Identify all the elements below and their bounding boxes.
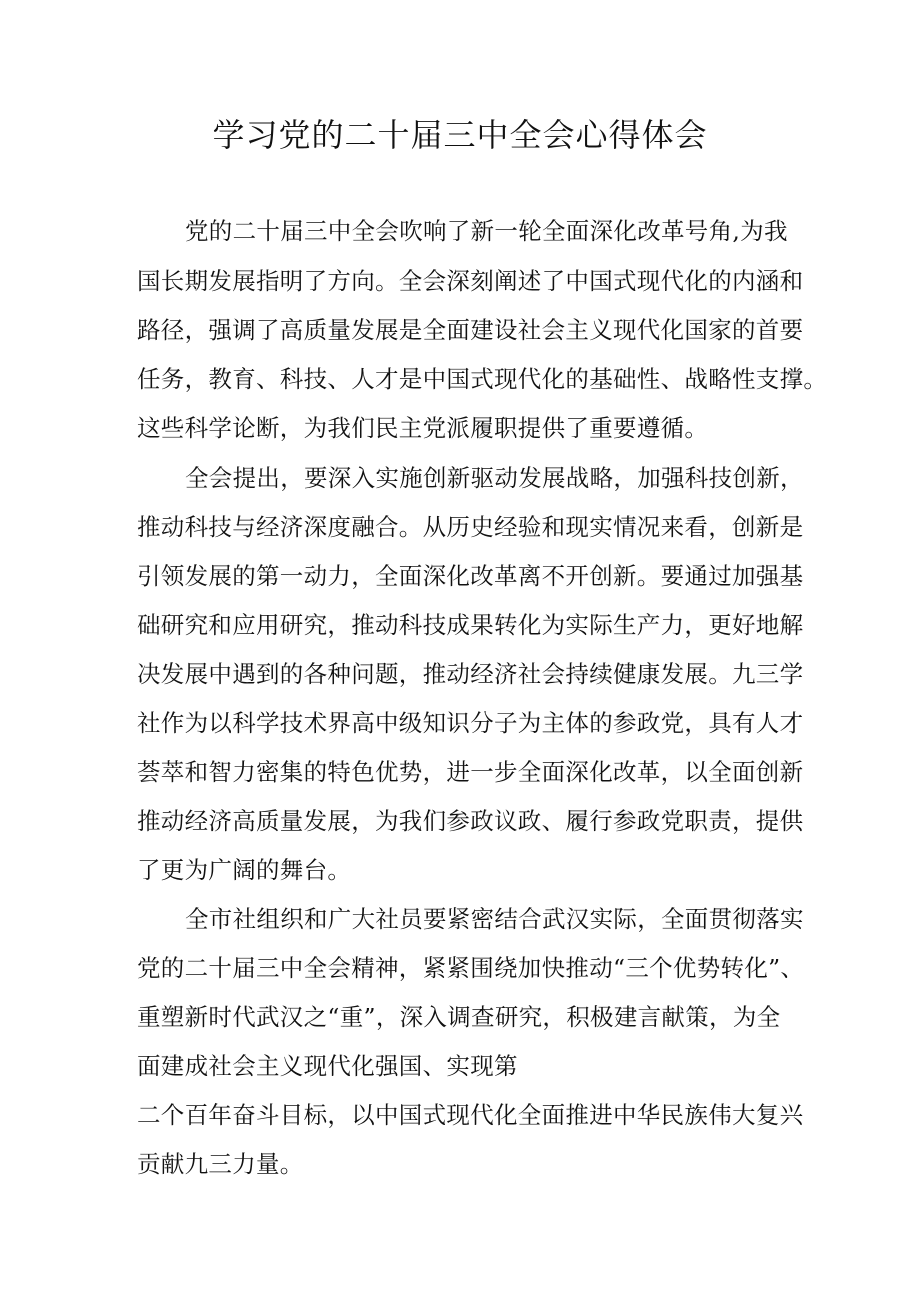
paragraph-line: 党的二十届三中全会精神，紧紧围绕加快推动“三个优势转化”、 <box>137 954 805 982</box>
paragraph-line: 推动经济高质量发展，为我们参政议政、履行参政党职责，提供 <box>137 807 804 835</box>
paragraph-line: 这些科学论断，为我们民主党派履职提供了重要遵循。 <box>137 414 709 442</box>
paragraph-line: 贡献九三力量。 <box>137 1150 304 1178</box>
paragraph-line: 决发展中遇到的各种问题，推动经济社会持续健康发展。九三学 <box>137 660 804 688</box>
paragraph-line: 路径，强调了高质量发展是全面建设社会主义现代化国家的首要 <box>137 316 804 344</box>
paragraph-line: 二个百年奋斗目标，以中国式现代化全面推进中华民族伟大复兴 <box>137 1101 804 1129</box>
paragraph-line: 国长期发展指明了方向。全会深刻阐述了中国式现代化的内涵和 <box>137 267 804 295</box>
paragraph-line: 荟萃和智力密集的特色优势，进一步全面深化改革，以全面创新 <box>137 758 804 786</box>
paragraph-line: 全会提出，要深入实施创新驱动发展战略，加强科技创新， <box>185 464 804 492</box>
paragraph-line: 引领发展的第一动力，全面深化改革离不开创新。要通过加强基 <box>137 562 804 590</box>
paragraph-line: 全市社组织和广大社员要紧密结合武汉实际，全面贯彻落实 <box>185 905 804 933</box>
paragraph-line: 任务，教育、科技、人才是中国式现代化的基础性、战略性支撑。 <box>137 365 828 393</box>
paragraph-line: 面建成社会主义现代化强国、实现第 <box>137 1052 518 1080</box>
document-title: 学习党的二十届三中全会心得体会 <box>212 116 708 154</box>
paragraph-line: 社作为以科学技术界高中级知识分子为主体的参政党，具有人才 <box>137 709 804 737</box>
paragraph-line: 党的二十届三中全会吹响了新一轮全面深化改革号角,为我 <box>185 217 788 245</box>
paragraph-line: 础研究和应用研究，推动科技成果转化为实际生产力，更好地解 <box>137 611 804 639</box>
paragraph-line: 了更为广阔的舞台。 <box>137 856 352 884</box>
paragraph-line: 推动科技与经济深度融合。从历史经验和现实情况来看，创新是 <box>137 513 804 541</box>
paragraph-line: 重塑新时代武汉之“重”，深入调查研究，积极建言献策，为全 <box>137 1003 781 1031</box>
